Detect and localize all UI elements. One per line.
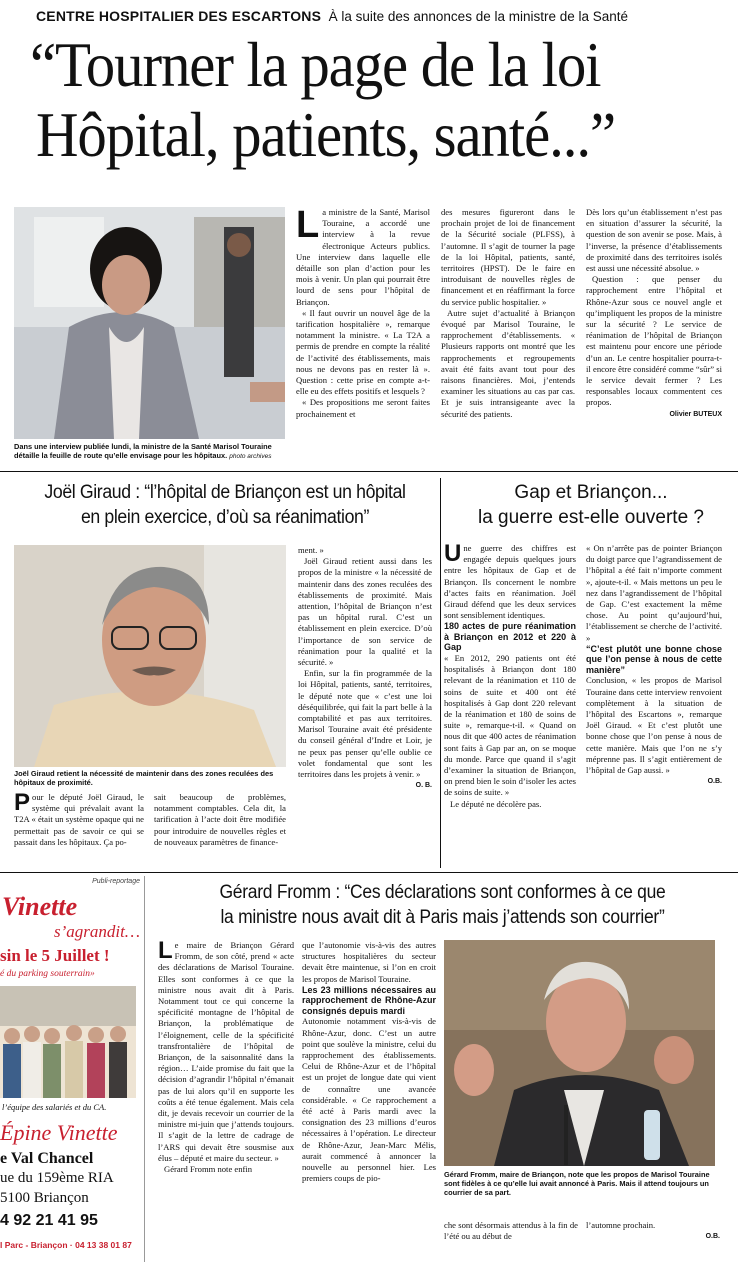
paragraph: Joël Giraud retient aussi dans les propos de la ministre « la nécessité de maintenir dans des zones reculées des établissements de proximité. Mais attention, l’hôpital de Briançon n’est pas un hôpital rural. C’est un établissement en plein exercice. D’où l’importance de son service de réanimation pour la qualité et la sécurité. » [298, 556, 432, 668]
paragraph: Autre sujet d’actualité à Briançon évoqué par Marisol Touraine, le rapprochement d’établissements. « Plusieurs rapports ont montré que les rapprochements et regroupements avait été faits avant tout pour des raisons financières. Moi, j’entends examiner les situations au cas par cas. Et je suis intransigeante avec la sécurité des patients. [441, 307, 575, 419]
fromm-col-2 [302, 940, 436, 1184]
ad-photo-caption: l’équipe des salariés et du CA. [2, 1102, 107, 1112]
fromm-col-4 [586, 1220, 720, 1242]
fromm-headline-line-2: la ministre nous avait dit à Paris mais j’attends son courrier” [220, 907, 665, 928]
ad-title-line-4: é du parking souterrain» [0, 969, 95, 979]
gap-headline-line-2: la guerre est-elle ouverte ? [477, 507, 704, 528]
photo-touraine [14, 207, 285, 439]
drop-cap: U [444, 540, 462, 567]
ad-publi-label: Publi-reportage [92, 878, 140, 885]
photo-fromm-image [444, 940, 715, 1166]
drop-cap: P [14, 789, 31, 816]
kicker [36, 8, 736, 28]
paragraph: Le député ne décolère pas. [450, 798, 542, 809]
photo-credit: photo archives [229, 453, 272, 460]
paragraph: Gérard Fromm note enfin [164, 1164, 253, 1175]
paragraph: « Des propositions me seront faites prochainement et [296, 397, 430, 419]
photo-touraine-caption [14, 442, 285, 461]
fromm-headline-line-1: Gérard Fromm : “Ces déclarations sont conformes à ce que [219, 882, 666, 903]
paragraph: Enfin, sur la fin programmée de la loi Hôpital, patients, santé, territoires, le député note que « c’est une loi déséquilibrée, qui fait la part belle à la comptabilité et pas aux territoires. Marisol Touraine avait été présidente du conseil général d’Indre et Loir, je ne peux pas penser qu’elle oublie ce volet fondamental que sont les territoires dans les projets à venir. » [298, 668, 432, 780]
ad-title-line-1: Vinette [2, 892, 78, 921]
caption-text: Dans une interview publiée lundi, la ministre de la Santé Marisol Touraine détaille la feuille de route qu’elle envisage pour les hôpitaux. [14, 442, 272, 460]
top-article-col-1 [296, 204, 430, 420]
ad-footer: l Parc - Briançon · 04 13 38 01 87 [0, 1240, 132, 1250]
paragraph: « En 2012, 290 patients ont été hospitalisés à Briançon dont 180 relevant de la réanimation et 110 de soins de suite et 400 ont été hospitalisés à Gap dont 220 relevant de la réanimation et 180 de soins de suite », remarque-t-il. « Quand on nous dit que 400 actes de réanimation sont faits à Gap par an, on se moque du monde. Parce que quand il s’agit d’examiner la situation de Briançon, on prend bien le soin d’isoler les actes de soins de suite. » [444, 652, 576, 798]
paragraph: Conclusion, « les propos de Marisol Touraine dans cette interview renvoient complètement à la situation de l’hôpital des Escartons », remarque Joël Giraud. « Et c’est plutôt une bonne chose que l’on pense à nous de cette manière. Mais que l’on ne s’y méprenne pas. Il s’agit entièrement de l’hôpital de Gap aussi. » [586, 675, 722, 775]
ad-address-3: 5100 Briançon [0, 1190, 89, 1206]
subheading: Les 23 millions nécessaires au rapprochement de Rhône-Azur consignés depuis mardi [302, 984, 436, 1016]
paragraph: sait beaucoup de problèmes, notamment comptables. Cela dit, la tarification à l’acte doit être modifiée pour introduire de nouvelles règles et de nouveaux paramètres de finance- [154, 792, 286, 847]
headline-line-2: Hôpital, patients, santé...” [36, 99, 615, 170]
giraud-headline-line-1: Joël Giraud : “l’hôpital de Briançon est un hôpital [44, 482, 406, 503]
photo-touraine-image [14, 207, 285, 439]
photo-giraud-caption: Joël Giraud retient la nécessité de maintenir dans des zones reculées des hôpitaux de proximité. [14, 769, 274, 787]
paragraph: a ministre de la Santé, Marisol Touraine, a accordé une interview à la revue électronique Acteurs publics. Une interview dans laquelle elle détaille son plan d’action pour les mois à venir. Un plan qui pourrait être lourd de sens pour l’hôpital de Briançon. [296, 207, 430, 307]
paragraph: our le député Joël Giraud, le système qui prévalait avant la T2A « était un système opaque qui ne permettait pas de savoir ce qui se passait dans les hôpitaux. Ça po- [14, 792, 144, 847]
ad-team-photo [0, 986, 136, 1098]
ad-title-line-3: sin le 5 Juillet ! [0, 946, 110, 965]
section-divider [0, 872, 738, 873]
paragraph: ment. » [298, 545, 324, 555]
paragraph: e maire de Briançon Gérard Fromm, de son côté, prend « acte des déclarations de Marisol Touraine. Elles sont conformes à ce que la ministre nous avait dit à Paris. Notamment tout ce qui concerne la spécificité montagne de l’hôpital de Briançon, la problématique de l’éloignement, celle de la spécificité transfrontalière de l’hôpital de Briançon, de la saisonnalité dans la région… L’aide promise du fait que la décision d’agrandir l’hôpital n’émanait pas de lui alors qu’il en supporte les coûts a été tenue également. Mais cela dit, je devais recevoir un courrier de la ministre mi-juin que j’attends toujours. Il s’agit de la lettre de cadrage de l’ARS qui devait être sousmise aux élus – député et maire du secteur. » [158, 940, 294, 1163]
gap-headline [446, 480, 736, 530]
paragraph: que l’autonomie vis-à-vis des autres structures hospitalières du secteur devait être maintenue, si l’on en croit les propos de Marisol Touraine. [302, 940, 436, 984]
giraud-headline-line-2: en plein exercice, d’où sa réanimation” [80, 507, 370, 528]
signature: O. B. [415, 782, 432, 790]
kicker-label: CENTRE HOSPITALIER DES ESCARTONS [36, 8, 322, 24]
fromm-col-3 [444, 1220, 578, 1242]
top-article-col-3 [586, 207, 722, 420]
subheading: 180 actes de pure réanimation à Briançon en 2012 et 220 à Gap [444, 621, 576, 653]
fromm-col-1 [158, 937, 294, 1175]
paragraph: Autonomie notamment vis-à-vis de Rhône-Azur, donc. C’est un autre point que soulève la ministre, celui du rapprochement des établissements. Celui de Rhône-Azur et de l’hôpital est un projet de longue date qui vient de connaître une avancée considérable. « Ce rapprochement a été acté à Paris mardi avec la consignation des 23 millions d’euros nécessaires à l’opération. Le directeur de Rhône-Azur, Jean-Marc Mélis, aurait commencé à annoncer la nouvelle au personnel hier. Les premiers coups de pio- [302, 1016, 436, 1184]
fromm-headline [150, 880, 735, 930]
ad-team-photo-image [0, 986, 136, 1098]
paragraph: ne guerre des chiffres est engagée depuis quelques jours entre les hôpitaux de Gap et de Briançon. Ils concernent le nombre d’actes faits en réanimation. Joël Giraud défend que les deux services sont sensiblement identiques. [444, 543, 576, 621]
drop-cap: L [296, 204, 320, 246]
paragraph: Dès lors qu’un établissement n’est pas en situation d’assurer la sécurité, la question de son avenir se pose. Mais, à l’inverse, la présence d’établissements de proximité dans des territoires isolés est aussi une nécessité absolue. » [586, 207, 722, 274]
publi-reportage-ad [0, 876, 145, 1262]
signature: O.B. [707, 778, 722, 786]
top-article-col-2 [441, 207, 575, 420]
paragraph: l’automne prochain. [586, 1220, 656, 1230]
drop-cap: L [158, 937, 173, 964]
column-divider [440, 478, 441, 868]
section-divider [0, 471, 738, 472]
photo-fromm-caption: Gérard Fromm, maire de Briançon, note que les propos de Marisol Touraine sont fidèles à ce qu’elle lui avait annoncé à Paris. Mais il attend toujours un courrier de sa part. [444, 1170, 710, 1197]
giraud-col-2 [154, 792, 286, 848]
paragraph: che sont désormais attendus à la fin de l’été ou au début de [444, 1220, 578, 1242]
paragraph: « Il faut ouvrir un nouvel âge de la tarification hospitalière », remarque notamment la ministre. « La T2A a permis de prendre en compte la réalité de l’activité des établissements, mais nous ne devons pas en rester là ». Question : cette prise en compte a-t-elle eu des effets positifs et lesquels ? [296, 307, 430, 397]
photo-giraud [14, 545, 286, 767]
main-headline [30, 30, 735, 170]
ad-phone: 4 92 21 41 95 [0, 1212, 98, 1229]
subheading: “C’est plutôt une bonne chose que l’on pense à nous de cette manière” [586, 643, 722, 675]
gap-col-2 [586, 543, 722, 787]
giraud-col-3 [298, 545, 432, 791]
giraud-col-1 [14, 789, 144, 848]
signature: O.B. [705, 1233, 720, 1241]
ad-address-2: ue du 159ème RIA [0, 1170, 114, 1186]
paragraph: « On n’arrête pas de pointer Briançon du doigt parce que l’agrandissement de l’hôpital a été fait n’importe comment », ajoute-t-il. « Mais mettons un peu le nez dans l’agrandissement de l’hôpital de Gap. C’est exactement la même chose. Au point qu’aujourd’hui, l’établissement se cherche de l’activité. » [586, 543, 722, 643]
paragraph: des mesures figureront dans le prochain projet de loi de financement de la Sécurité sociale (PLFSS), à l’automne. Il s’agit de tourner la page de la loi Hôpital, patients, santé, territoires (HPST). De le faire en introduisant de nouvelles règles de financement et en réaffirmant la force du service public hospitalier. » [441, 207, 575, 307]
headline-line-1: “Tourner la page de la loi [30, 29, 601, 100]
ad-title-line-2: s’agrandit… [54, 922, 140, 941]
ad-address-1: e Val Chancel [0, 1150, 94, 1167]
gap-headline-line-1: Gap et Briançon... [514, 482, 668, 503]
ad-brand: Épine Vinette [0, 1120, 118, 1145]
signature: Olivier BUTEUX [669, 410, 722, 418]
giraud-headline [10, 480, 440, 530]
gap-col-1 [444, 540, 576, 810]
kicker-text: À la suite des annonces de la ministre de la Santé [328, 9, 629, 24]
paragraph: Question : que penser du rapprochement entre l’hôpital et Rhône-Azur sous ce nouvel angle et qu’impliquent les propos de la ministre sur la sécurité ? Le service de réanimation de l’hôpital de Briançon est maintenu pour encore une période d’un an. Le centre hospitalier pourra-t-il encore être considéré comme “sûr” si le service devait fermer ? Les responsables locaux commentent ces propos. [586, 274, 722, 408]
photo-fromm [444, 940, 715, 1166]
photo-giraud-image [14, 545, 286, 767]
